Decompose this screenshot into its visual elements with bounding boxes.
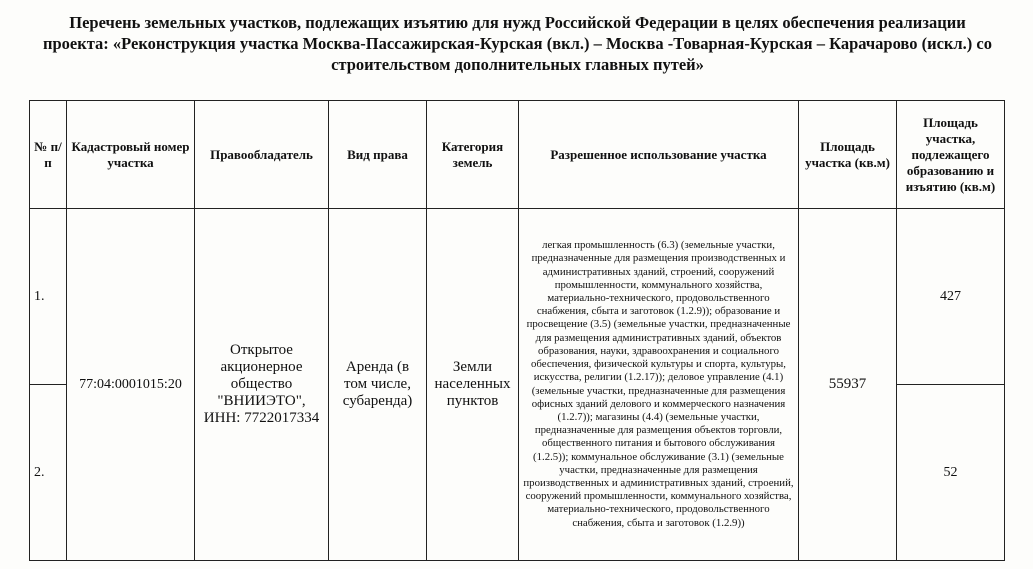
right-type: Аренда (в том числе, субаренда) — [329, 209, 427, 561]
rights-holder: Открытое акционерное общество "ВНИИЭТО", ИНН: 7722017334 — [195, 209, 329, 561]
header-category: Категория земель — [427, 101, 519, 209]
header-holder: Правообладатель — [195, 101, 329, 209]
row-number: 1. — [30, 209, 67, 385]
header-row — [30, 101, 1005, 209]
header-seized-area: Площадь участка, подлежащего образованию и изъятию (кв.м) — [897, 101, 1005, 209]
table-row — [30, 209, 1005, 385]
header-right-type: Вид права — [329, 101, 427, 209]
header-area: Площадь участка (кв.м) — [799, 101, 897, 209]
row-number: 2. — [30, 385, 67, 561]
header-cadastral: Кадастровый номер участка — [67, 101, 195, 209]
document-title: Перечень земельных участков, подлежащих изъятию для нужд Российской Федерации в целях обеспечения реализации проекта: «Реконструкция участка Москва-Пассажирская-Курская (вкл.) – Москва -Товарная-Курская – Карачарово (искл.) со строительством дополнительных главных путей» — [42, 13, 992, 74]
plot-area: 55937 — [799, 209, 897, 561]
seized-area: 427 — [897, 209, 1005, 385]
header-num: № п/п — [30, 101, 67, 209]
header-usage: Разрешенное использование участка — [519, 101, 799, 209]
permitted-usage: легкая промышленность (6.3) (земельные участки, предназначенные для размещения производственных и административных зданий, строений, сооружений промышленности, коммунального хозяйства, материально-технического, продовольственного снабжения, сбыта и заготовок (1.2.9)); образование и просвещение (3.5) (земельные участки, предназначенные для размещения административных зданий, объектов образования, науки, здравоохранения и социального обеспечения, физической культуры и спорта, культуры, искусства, религии (1.2.17)); деловое управление (4.1) (земельные участки, предназначенные для размещения офисных зданий делового и коммерческого назначения (1.2.7)); магазины (4.4) (земельные участки, предназначенные для размещения объектов торговли, общественного питания и бытового обслуживания (1.2.5)); коммунальное обслуживание (3.1) (земельные участки, предназначенные для размещения производственных и административных зданий, строений, сооружений промышленности, коммунального хозяйства, материально-технического, продовольственного снабжения, сбыта и заготовок (1.2.9)) — [519, 209, 799, 561]
cadastral-number: 77:04:0001015:20 — [67, 209, 195, 561]
land-category: Земли населенных пунктов — [427, 209, 519, 561]
land-plots-table — [29, 100, 1005, 561]
seized-area: 52 — [897, 385, 1005, 561]
